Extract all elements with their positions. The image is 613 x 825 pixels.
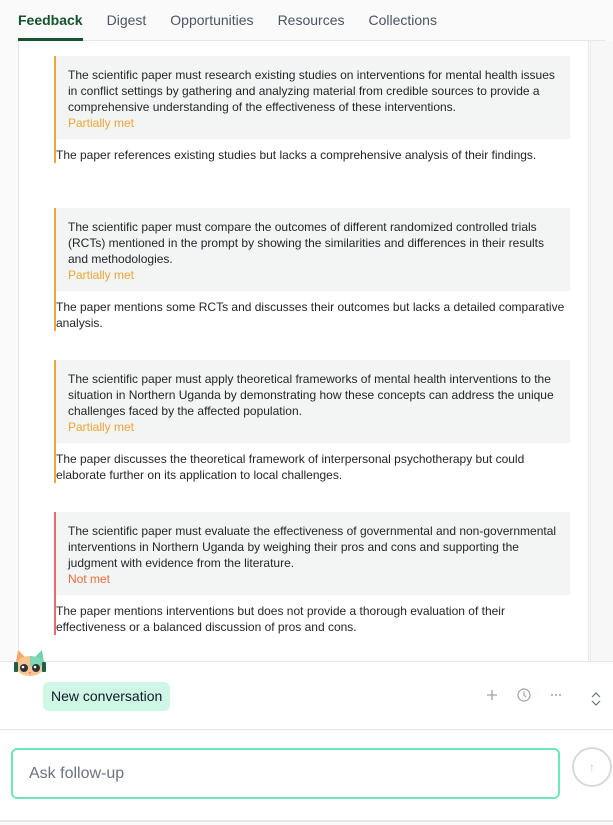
criterion-note: The paper mentions interventions but does not provide a thorough evaluation of their effectiveness or a balanced discussion of pros and cons. (56, 604, 505, 634)
criterion-card (54, 208, 570, 331)
criterion-box (56, 360, 570, 443)
expand-collapse-icon[interactable] (586, 688, 606, 710)
criterion-text: The scientific paper must research existing studies on interventions for mental health issues in conflict settings by gathering and analyzing material from credible sources to provide a comprehensive understanding of the effectiveness of these interventions. (68, 68, 555, 114)
cat-mascot-icon (12, 648, 48, 676)
more-icon[interactable] (546, 684, 566, 706)
tab-opportunities[interactable]: Opportunities (170, 12, 254, 28)
status-badge: Not met (68, 572, 111, 586)
criterion-box (56, 56, 570, 139)
criterion-card (54, 512, 570, 635)
criterion-note: The paper discusses the theoretical framework of interpersonal psychotherapy but could elaborate further on its application to local challenges. (56, 452, 525, 482)
plus-icon[interactable] (482, 684, 502, 706)
criterion-note: The paper references existing studies but lacks a comprehensive analysis of their findings. (56, 148, 537, 162)
tab-digest[interactable]: Digest (106, 12, 147, 28)
divider (0, 661, 613, 662)
criterion-box (56, 512, 570, 595)
tab-collections[interactable]: Collections (368, 12, 437, 28)
history-icon[interactable] (514, 684, 534, 706)
feedback-panel (18, 41, 589, 662)
send-button[interactable] (572, 747, 612, 787)
criterion-note: The paper mentions some RCTs and discusses their outcomes but lacks a detailed comparative analysis. (56, 300, 565, 330)
tab-feedback[interactable]: Feedback (18, 13, 95, 40)
criterion-box (56, 208, 570, 291)
arrow-up-icon: ↑ (589, 760, 595, 774)
status-badge: Partially met (68, 268, 135, 282)
status-badge: Partially met (68, 420, 135, 434)
criterion-text: The scientific paper must apply theoretical frameworks of mental health interventions to the situation in Northern Uganda by demonstrating how these concepts can address the unique challenges faced by the affected population. (68, 372, 554, 418)
scrollbar[interactable] (590, 41, 613, 662)
status-badge: Partially met (68, 116, 135, 130)
criterion-card (54, 360, 570, 483)
tab-resources[interactable]: Resources (277, 12, 345, 28)
criterion-text: The scientific paper must evaluate the effectiveness of governmental and non-governmental interventions in Northern Uganda by weighing their pros and cons and supporting the judgment with evidence from the literature. (68, 524, 557, 570)
criterion-text: The scientific paper must compare the outcomes of different randomized controlled trials (RCTs) mentioned in the prompt by showing the similarities and differences in their results and methodologies. (68, 220, 544, 266)
new-conversation-button[interactable]: New conversation (43, 682, 170, 711)
ask-follow-up-input[interactable] (11, 748, 560, 799)
tab-bar (18, 0, 605, 41)
criterion-card (54, 56, 570, 163)
